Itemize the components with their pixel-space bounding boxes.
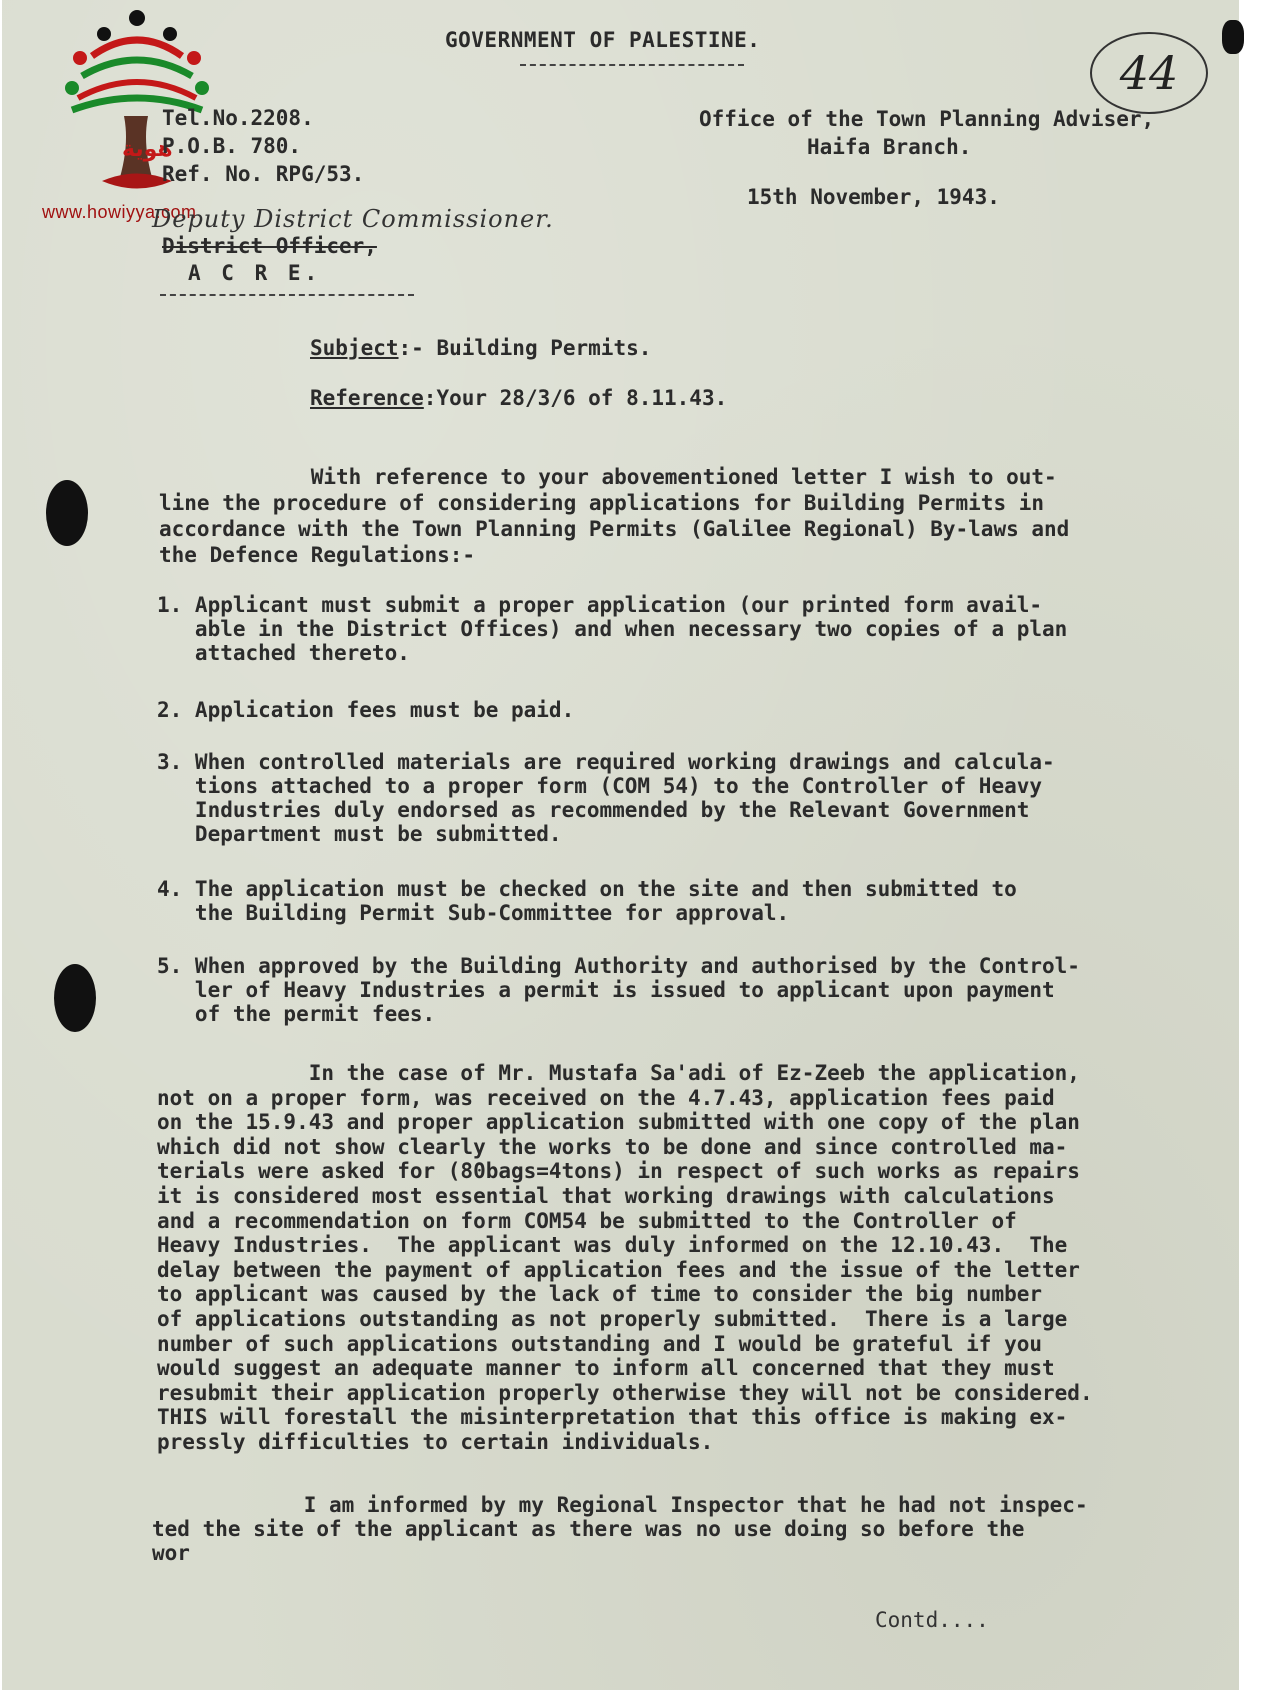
- struck-addressee: District Officer,: [162, 234, 377, 258]
- arabic-watermark: هوية: [122, 137, 173, 162]
- addressee-place: A C R E.: [188, 261, 322, 285]
- po-box: P.O.B. 780.: [162, 134, 302, 158]
- procedure-item-3: 3. When controlled materials are required working drawings and calcula- tions attached to a proper form (COM 54) to the Controller of Heavy Industries duly endorsed as recommended by the Relevant Government Department must be submitted.: [157, 750, 1055, 846]
- document-page: [2, 0, 1239, 1690]
- subject-text: :- Building Permits.: [398, 336, 652, 360]
- procedure-item-2: 2. Application fees must be paid.: [157, 698, 575, 722]
- inspector-paragraph: I am informed by my Regional Inspector that he had not inspec- ted the site of the applicant as there was no use doing so before the wor: [152, 1493, 1088, 1565]
- folio-number-circled: 44: [1090, 32, 1208, 114]
- procedure-item-1: 1. Applicant must submit a proper application (our printed form avail- able in the District Offices) and when necessary two copies of a plan attached thereto.: [157, 593, 1068, 665]
- subject-line: [310, 336, 651, 360]
- document-title: GOVERNMENT OF PALESTINE.: [445, 28, 761, 52]
- punch-hole-bottom: [54, 964, 96, 1032]
- letter-date: 15th November, 1943.: [747, 185, 1000, 209]
- title-underline: [520, 64, 744, 66]
- reference-number: Ref. No. RPG/53.: [162, 162, 365, 186]
- telephone-number: Tel.No.2208.: [162, 106, 314, 130]
- continued-marker: Contd....: [875, 1608, 989, 1632]
- family-figures: [65, 10, 209, 110]
- handwritten-addressee: Deputy District Commissioner.: [152, 205, 554, 233]
- case-paragraph: In the case of Mr. Mustafa Sa'adi of Ez-Zeeb the application, not on a proper form, was received on the 4.7.43, application fees paid on the 15.9.43 and proper application submitted with one copy of the plan which did not show clearly the works to be done and since controlled ma- terials were asked for (80bags=4tons) in respect of such works as repairs it is considered most essential that working drawings with calculations and a recommendation on form COM54 be submitted to the Controller of Heavy Industries. The applicant was duly informed on the 12.10.43. The delay between the payment of application fees and the issue of the letter to applicant was caused by the lack of time to consider the big number of applications outstanding as not properly submitted. There is a large number of such applications outstanding and I would be grateful if you would suggest an adequate manner to inform all concerned that they must resubmit their application properly otherwise they will not be considered. THIS will forestall the misinterpretation that this office is making ex- pressly difficulties to certain individuals.: [157, 1061, 1093, 1454]
- addressee-underline: [160, 294, 414, 296]
- intro-paragraph: With reference to your abovementioned letter I wish to out- line the procedure of considering applications for Building Permits in accordance with the Town Planning Permits (Galilee Regional) By-laws and the Defence Regulations:-: [159, 465, 1070, 567]
- procedure-item-5: 5. When approved by the Building Authority and authorised by the Control- ler of Heavy Industries a permit is issued to applicant upon payment of the permit fees.: [157, 954, 1080, 1026]
- punch-hole-top: [46, 480, 88, 546]
- watermark-url: www.howiyya.com: [42, 202, 197, 222]
- reference-line: [310, 386, 727, 410]
- reference-text: :Your 28/3/6 of 8.11.43.: [423, 386, 728, 410]
- procedure-item-4: 4. The application must be checked on the site and then submitted to the Building Permit Sub-Committee for approval.: [157, 877, 1017, 925]
- sender-details: [162, 104, 364, 188]
- subject-label: Subject: [310, 336, 399, 360]
- reference-label: Reference: [310, 386, 424, 410]
- punch-hole-corner: [1222, 20, 1244, 54]
- office-branch: Haifa Branch.: [807, 135, 972, 159]
- office-name: Office of the Town Planning Adviser,: [699, 107, 1155, 131]
